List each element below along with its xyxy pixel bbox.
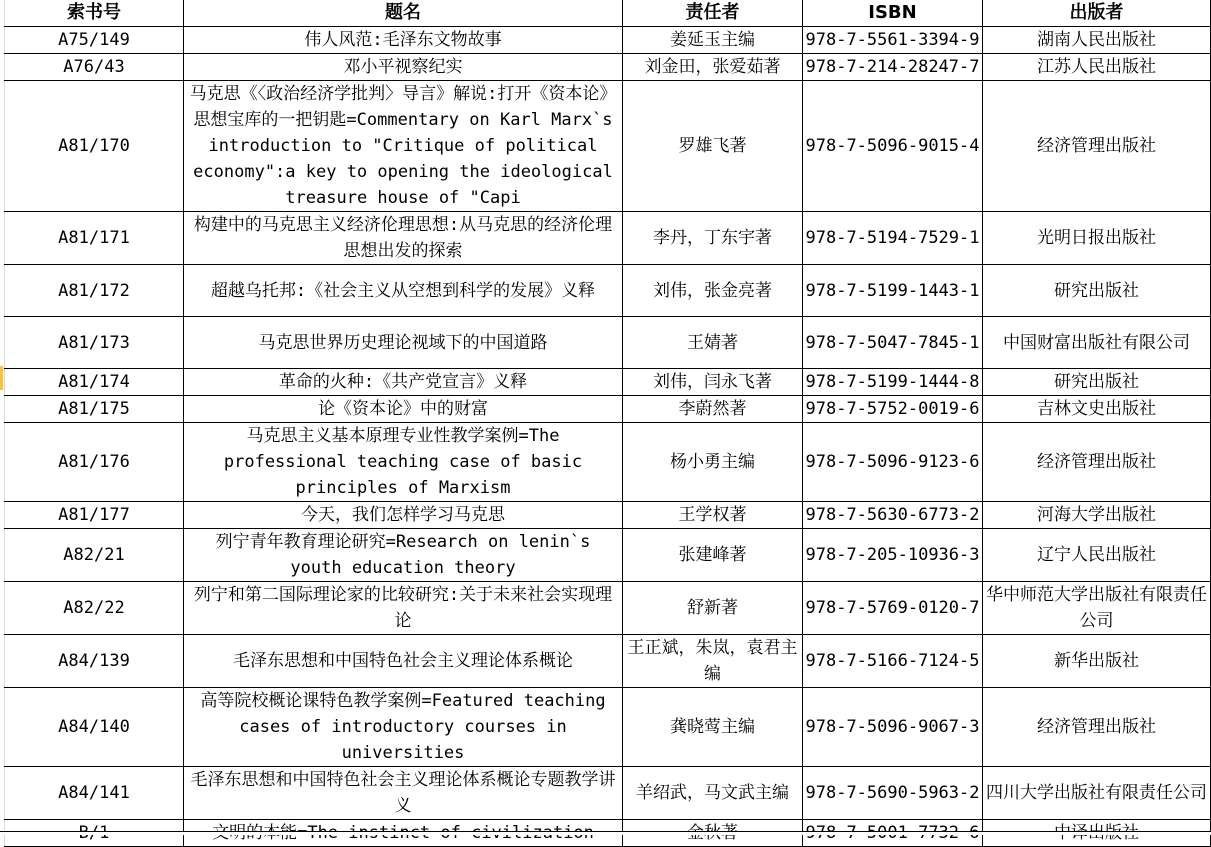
- cell-author[interactable]: 刘伟，闫永飞著: [623, 369, 803, 396]
- cell-isbn[interactable]: 978-7-5166-7124-5: [803, 635, 983, 688]
- table-row: [5, 423, 1211, 502]
- cell-call-no[interactable]: A81/177: [5, 502, 184, 529]
- cell-isbn[interactable]: 978-7-5199-1443-1: [803, 265, 983, 317]
- cell-isbn[interactable]: 978-7-5752-0019-6: [803, 396, 983, 423]
- cell-title[interactable]: 列宁和第二国际理论家的比较研究:关于未来社会实现理论: [184, 582, 623, 635]
- cell-publisher[interactable]: 研究出版社: [983, 265, 1211, 317]
- cell-author[interactable]: 王婧著: [623, 317, 803, 369]
- cell-publisher[interactable]: 四川大学出版社有限责任公司: [983, 767, 1211, 820]
- cell-title[interactable]: 今天，我们怎样学习马克思: [184, 502, 623, 529]
- header-publisher[interactable]: 出版者: [983, 0, 1211, 27]
- cell-publisher[interactable]: 吉林文史出版社: [983, 396, 1211, 423]
- table-body: [5, 0, 1211, 847]
- active-row-marker: [0, 366, 3, 390]
- cell-isbn[interactable]: 978-7-5047-7845-1: [803, 317, 983, 369]
- cell-call-no[interactable]: A84/141: [5, 767, 184, 820]
- table-row: [5, 396, 1211, 423]
- cell-title[interactable]: 毛泽东思想和中国特色社会主义理论体系概论: [184, 635, 623, 688]
- table-row: [5, 529, 1211, 582]
- cell-publisher[interactable]: 经济管理出版社: [983, 688, 1211, 767]
- table-row: [5, 688, 1211, 767]
- cell-call-no[interactable]: A82/22: [5, 582, 184, 635]
- cell-call-no[interactable]: A81/170: [5, 81, 184, 212]
- cell-call-no[interactable]: A81/172: [5, 265, 184, 317]
- cell-publisher[interactable]: 中国财富出版社有限公司: [983, 317, 1211, 369]
- cell-author[interactable]: 李蔚然著: [623, 396, 803, 423]
- header-row: [5, 0, 1211, 27]
- header-isbn[interactable]: ISBN: [803, 0, 983, 27]
- cell-publisher[interactable]: 江苏人民出版社: [983, 54, 1211, 81]
- cell-isbn[interactable]: 978-7-214-28247-7: [803, 54, 983, 81]
- cell-author[interactable]: 李丹，丁东宇著: [623, 212, 803, 265]
- next-row-edge: [0, 831, 1211, 835]
- table-row: [5, 582, 1211, 635]
- cell-publisher[interactable]: 新华出版社: [983, 635, 1211, 688]
- cell-author[interactable]: 王正斌，朱岚，袁君主编: [623, 635, 803, 688]
- cell-isbn[interactable]: 978-7-5769-0120-7: [803, 582, 983, 635]
- cell-title[interactable]: 邓小平视察纪实: [184, 54, 623, 81]
- cell-call-no[interactable]: A81/174: [5, 369, 184, 396]
- cell-publisher[interactable]: 研究出版社: [983, 369, 1211, 396]
- table-row: [5, 502, 1211, 529]
- cell-isbn[interactable]: 978-7-5561-3394-9: [803, 27, 983, 54]
- cell-call-no[interactable]: A84/140: [5, 688, 184, 767]
- cell-isbn[interactable]: 978-7-5194-7529-1: [803, 212, 983, 265]
- cell-isbn[interactable]: 978-7-5096-9067-3: [803, 688, 983, 767]
- cell-author[interactable]: 羊绍武，马文武主编: [623, 767, 803, 820]
- cell-title[interactable]: 马克思《〈政治经济学批判〉导言》解说:打开《资本论》思想宝库的一把钥匙=Commentary on Karl Marx`s introduction to "Critique of political economy":a key to opening the ideological treasure house of "Capi: [184, 81, 623, 212]
- cell-isbn[interactable]: 978-7-5690-5963-2: [803, 767, 983, 820]
- cell-isbn[interactable]: 978-7-5096-9123-6: [803, 423, 983, 502]
- table-row: [5, 27, 1211, 54]
- cell-call-no[interactable]: A81/175: [5, 396, 184, 423]
- cell-call-no[interactable]: A75/149: [5, 27, 184, 54]
- cell-call-no[interactable]: A81/171: [5, 212, 184, 265]
- cell-author[interactable]: 舒新著: [623, 582, 803, 635]
- cell-publisher[interactable]: 华中师范大学出版社有限责任公司: [983, 582, 1211, 635]
- cell-author[interactable]: 王学权著: [623, 502, 803, 529]
- cell-isbn[interactable]: 978-7-205-10936-3: [803, 529, 983, 582]
- cell-title[interactable]: 高等院校概论课特色教学案例=Featured teaching cases of introductory courses in universities: [184, 688, 623, 767]
- cell-call-no[interactable]: A84/139: [5, 635, 184, 688]
- cell-call-no[interactable]: A81/173: [5, 317, 184, 369]
- cell-author[interactable]: 罗雄飞著: [623, 81, 803, 212]
- cell-publisher[interactable]: 河海大学出版社: [983, 502, 1211, 529]
- table-row: [5, 767, 1211, 820]
- cell-call-no[interactable]: A76/43: [5, 54, 184, 81]
- cell-publisher[interactable]: 光明日报出版社: [983, 212, 1211, 265]
- cell-author[interactable]: 刘金田，张爱茹著: [623, 54, 803, 81]
- table-row: [5, 54, 1211, 81]
- cell-title[interactable]: 马克思世界历史理论视域下的中国道路: [184, 317, 623, 369]
- table-row: [5, 265, 1211, 317]
- cell-title[interactable]: 伟人风范:毛泽东文物故事: [184, 27, 623, 54]
- cell-publisher[interactable]: 湖南人民出版社: [983, 27, 1211, 54]
- header-title[interactable]: 题名: [184, 0, 623, 27]
- cell-author[interactable]: 杨小勇主编: [623, 423, 803, 502]
- cell-publisher[interactable]: 经济管理出版社: [983, 81, 1211, 212]
- table-row: [5, 212, 1211, 265]
- header-author[interactable]: 责任者: [623, 0, 803, 27]
- cell-author[interactable]: 姜延玉主编: [623, 27, 803, 54]
- table-row: [5, 81, 1211, 212]
- table-row: [5, 369, 1211, 396]
- table-row: [5, 317, 1211, 369]
- cell-publisher[interactable]: 辽宁人民出版社: [983, 529, 1211, 582]
- cell-call-no[interactable]: A81/176: [5, 423, 184, 502]
- cell-title[interactable]: 毛泽东思想和中国特色社会主义理论体系概论专题教学讲义: [184, 767, 623, 820]
- cell-title[interactable]: 马克思主义基本原理专业性教学案例=The professional teaching case of basic principles of Marxism: [184, 423, 623, 502]
- cell-title[interactable]: 论《资本论》中的财富: [184, 396, 623, 423]
- cell-title[interactable]: 构建中的马克思主义经济伦理思想:从马克思的经济伦理思想出发的探索: [184, 212, 623, 265]
- cell-author[interactable]: 龚晓莺主编: [623, 688, 803, 767]
- cell-isbn[interactable]: 978-7-5096-9015-4: [803, 81, 983, 212]
- cell-publisher[interactable]: 经济管理出版社: [983, 423, 1211, 502]
- cell-title[interactable]: 超越乌托邦:《社会主义从空想到科学的发展》义释: [184, 265, 623, 317]
- cell-title[interactable]: 革命的火种:《共产党宣言》义释: [184, 369, 623, 396]
- header-call-no[interactable]: 索书号: [5, 0, 184, 27]
- cell-author[interactable]: 张建峰著: [623, 529, 803, 582]
- cell-call-no[interactable]: A82/21: [5, 529, 184, 582]
- cell-isbn[interactable]: 978-7-5199-1444-8: [803, 369, 983, 396]
- table-row: [5, 635, 1211, 688]
- catalog-table: [4, 0, 1211, 847]
- cell-isbn[interactable]: 978-7-5630-6773-2: [803, 502, 983, 529]
- cell-author[interactable]: 刘伟，张金亮著: [623, 265, 803, 317]
- cell-title[interactable]: 列宁青年教育理论研究=Research on lenin`s youth education theory: [184, 529, 623, 582]
